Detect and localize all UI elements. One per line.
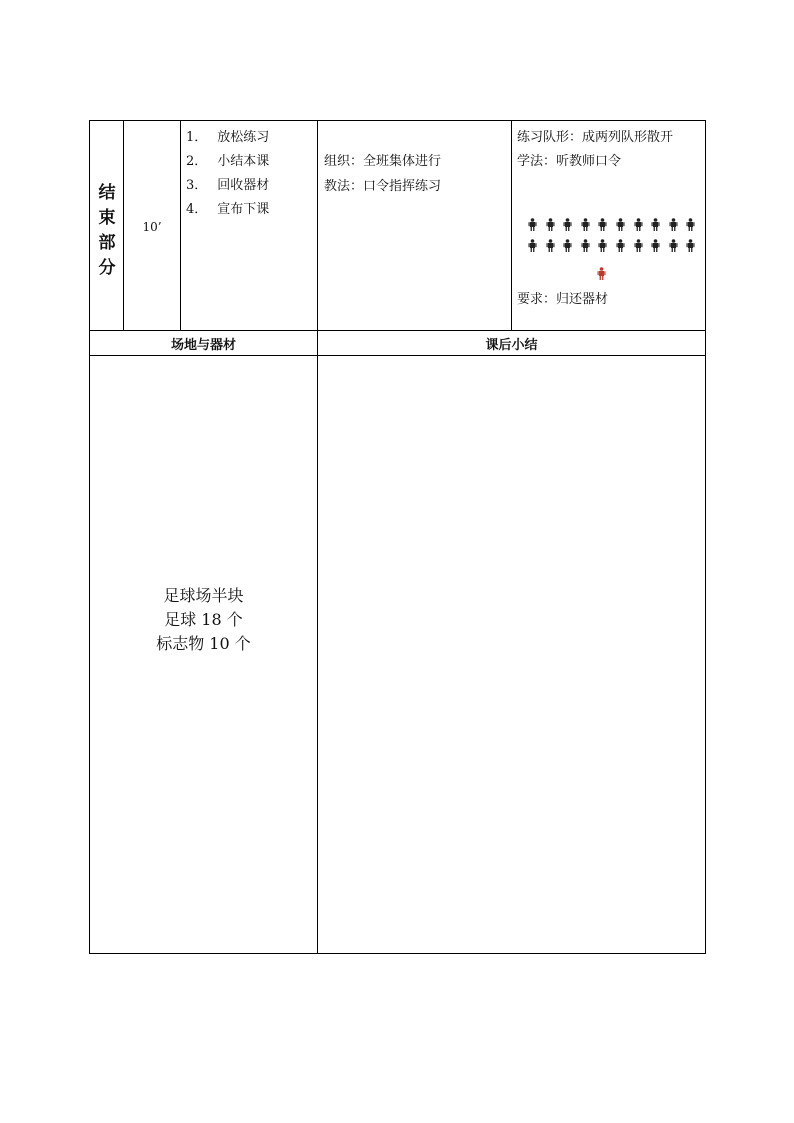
- student-figure-icon: [616, 216, 625, 235]
- student-figure-icon: [686, 216, 695, 235]
- section-time: 10’: [142, 220, 162, 234]
- student-figure-icon: [581, 237, 590, 256]
- requirement-text: 要求：归还器材: [517, 292, 609, 307]
- student-figure-icon: [634, 237, 643, 256]
- student-figure-icon: [669, 216, 678, 235]
- teacher-figure-icon: [597, 265, 606, 284]
- section-label-char: 部: [98, 233, 116, 253]
- student-figure-icon: [686, 237, 695, 256]
- list-item-text: 放松练习: [217, 130, 270, 145]
- learning-method-text: 学法：听教师口令: [517, 154, 622, 169]
- venue-equipment-header: 场地与器材: [170, 338, 236, 353]
- table-border-top: [89, 120, 706, 121]
- student-figure-icon: [546, 237, 555, 256]
- student-figure-icon: [669, 237, 678, 256]
- student-figure-icon: [546, 216, 555, 235]
- equipment-item: 标志物 10 个: [156, 634, 251, 653]
- post-class-summary-area: [320, 360, 700, 950]
- formation-text: 练习队形：成两列队形散开: [517, 130, 674, 145]
- table-border-right: [705, 120, 706, 954]
- student-figure-icon: [528, 216, 537, 235]
- list-item: [186, 198, 269, 217]
- table-border-row1-bottom: [89, 330, 706, 331]
- list-item: [186, 126, 269, 145]
- student-figure-icon: [651, 237, 660, 256]
- list-item-number: 4．: [186, 202, 208, 217]
- student-figure-icon: [651, 216, 660, 235]
- organization-text: 组织：全班集体进行: [324, 154, 442, 169]
- list-item-number: 1．: [186, 130, 208, 145]
- table-border-header-bottom: [89, 355, 706, 356]
- list-item-text: 小结本课: [217, 154, 270, 169]
- list-item-number: 2．: [186, 154, 208, 169]
- student-figure-icon: [634, 216, 643, 235]
- equipment-item: 足球 18 个: [164, 610, 243, 629]
- student-figure-icon: [563, 216, 572, 235]
- student-figure-icon: [616, 237, 625, 256]
- student-figure-icon: [563, 237, 572, 256]
- post-class-summary-header: 课后小结: [485, 338, 538, 353]
- list-item: [186, 174, 269, 193]
- table-border-left: [89, 120, 90, 954]
- student-figure-icon: [598, 237, 607, 256]
- list-item-text: 宣布下课: [217, 202, 270, 217]
- student-figure-icon: [528, 237, 537, 256]
- table-divider-content: [180, 120, 181, 330]
- list-item-text: 回收器材: [217, 178, 270, 193]
- table-border-bottom: [89, 953, 706, 954]
- list-item-number: 3．: [186, 178, 208, 193]
- table-divider-middle: [317, 120, 318, 954]
- teaching-method-text: 教法：口令指挥练习: [324, 179, 442, 194]
- section-label-char: 分: [98, 258, 116, 278]
- student-figure-icon: [598, 216, 607, 235]
- list-item: [186, 150, 269, 169]
- formation-diagram: [512, 210, 705, 285]
- equipment-item: 足球场半块: [163, 586, 244, 605]
- section-label-char: 束: [98, 208, 116, 228]
- student-figure-icon: [581, 216, 590, 235]
- section-label-char: 结: [98, 183, 116, 203]
